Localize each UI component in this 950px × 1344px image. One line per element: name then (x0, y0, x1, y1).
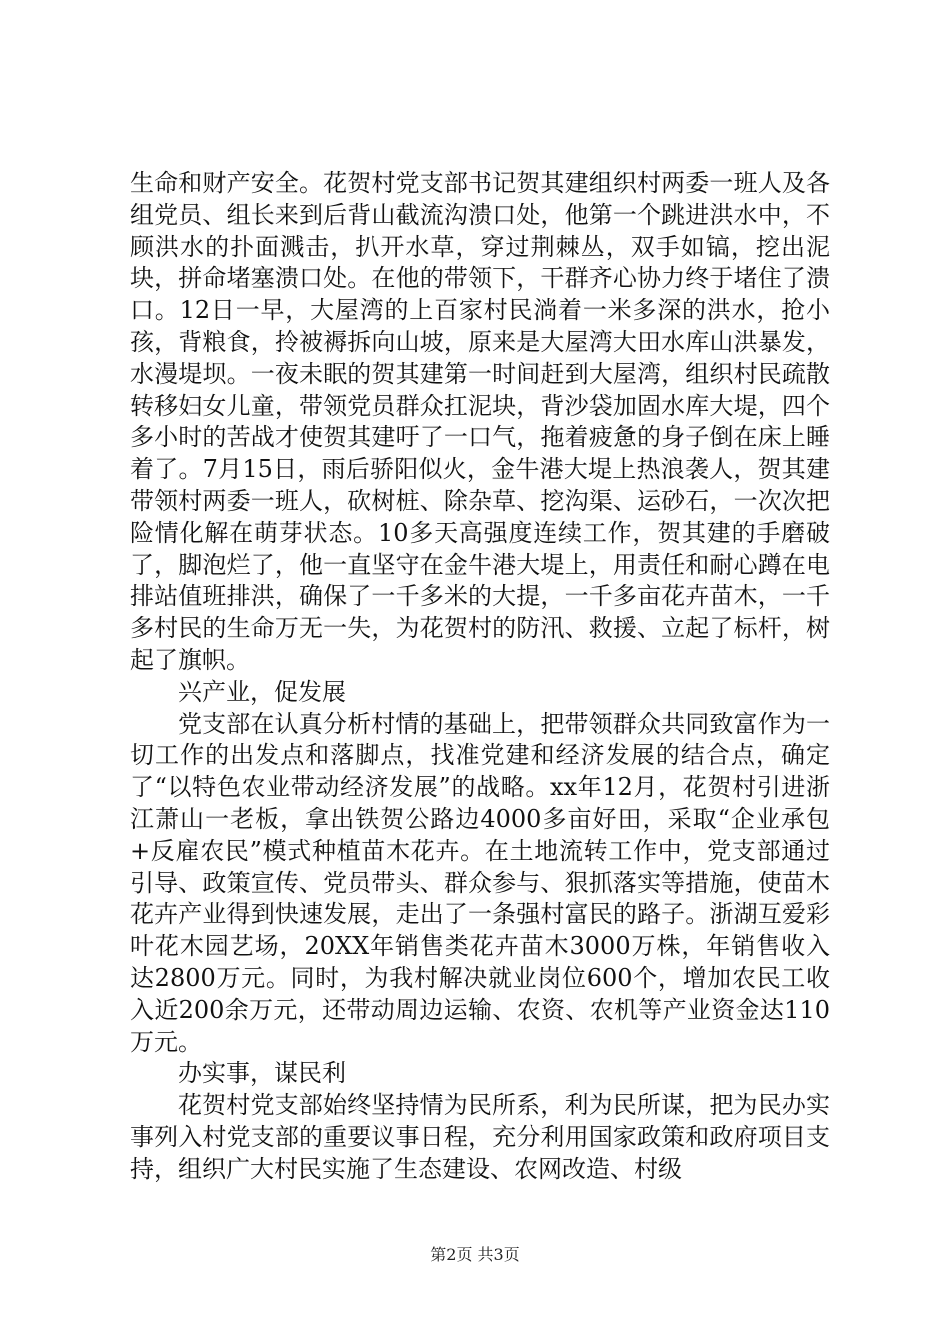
body-paragraph: 生命和财产安全。花贺村党支部书记贺其建组织村两委一班人及各组党员、组长来到后背山截流沟溃口处，他第一个跳进洪水中，不顾洪水的扑面溅击，扒开水草，穿过荆棘丛，双手如镐，挖出泥块，拼命堵塞溃口处。在他的带领下，干群齐心协力终于堵住了溃口。12日一早，大屋湾的上百家村民淌着一米多深的洪水，抢小孩，背粮食，拎被褥拆向山坡，原来是大屋湾大田水库山洪暴发，水漫堤坝。一夜未眠的贺其建第一时间赶到大屋湾，组织村民疏散转移妇女儿童，带领党员群众扛泥块，背沙袋加固水库大堤，四个多小时的苦战才使贺其建吁了一口气，拖着疲惫的身子倒在床上睡着了。7月15日，雨后骄阳似火，金牛港大堤上热浪袭人，贺其建带领村两委一班人，砍树桩、除杂草、挖沟渠、运砂石，一次次把险情化解在萌芽状态。10多天高强度连续工作，贺其建的手磨破了，脚泡烂了，他一直坚守在金牛港大堤上，用责任和耐心蹲在电排站值班排洪，确保了一千多米的大提，一千多亩花卉苗木，一千多村民的生命万无一失，为花贺村的防汛、救援、立起了标杆，树起了旗帜。 (130, 169, 830, 674)
body-paragraph: 党支部在认真分析村情的基础上，把带领群众共同致富作为一切工作的出发点和落脚点，找准党建和经济发展的结合点，确定了“以特色农业带动经济发展”的战略。xx年12月，花贺村引进浙江萧山一老板，拿出铁贺公路边4000多亩好田，采取“企业承包+反雇农民”模式种植苗木花卉。在土地流转工作中，党支部通过引导、政策宣传、党员带头、群众参与、狠抓落实等措施，使苗木花卉产业得到快速发展，走出了一条强村富民的路子。浙湖互爱彩叶花木园艺场，20XX年销售类花卉苗木3000万株，年销售收入达2800万元。同时，为我村解决就业岗位600个，增加农民工收入近200余万元，还带动周边运输、农资、农机等产业资金达110万元。 (130, 709, 830, 1056)
page-footer: 第2页 共3页 (430, 1245, 520, 1264)
section-heading: 办实事，谋民利 (178, 1059, 346, 1088)
body-paragraph: 花贺村党支部始终坚持情为民所系，利为民所谋，把为民办实事列入村党支部的重要议事日程，充分利用国家政策和政府项目支持，组织广大村民实施了生态建设、农网改造、村级 (130, 1091, 830, 1183)
section-heading: 兴产业，促发展 (178, 677, 346, 706)
document-body (130, 168, 830, 1186)
